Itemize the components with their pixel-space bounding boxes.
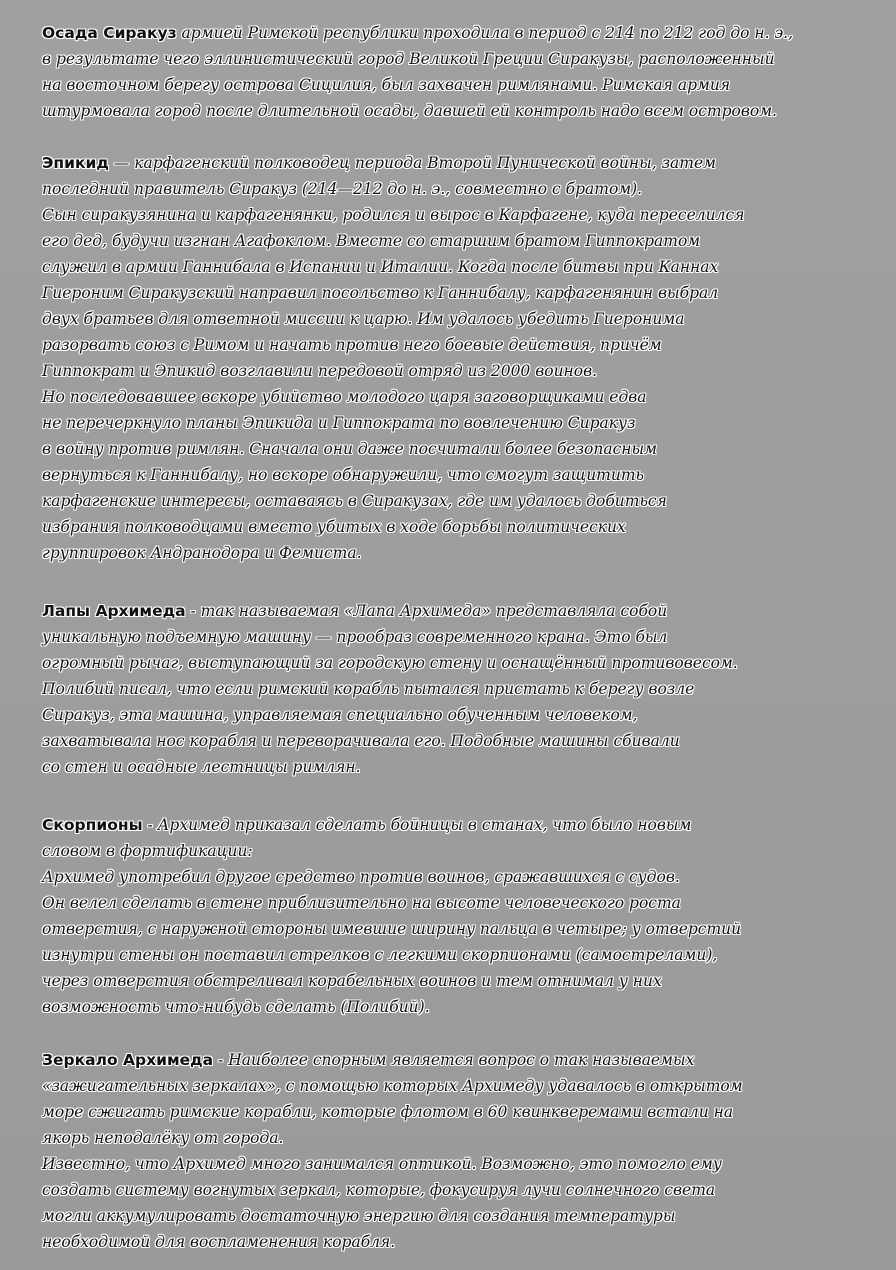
text-line: Но последовавшее вскоре убийство молодого царя заговорщиками едва [42,388,647,406]
text-line: в результате чего эллинистический город Великой Греции Сиракузы, расположенный [42,50,775,68]
text-line: Сиракуз, эта машина, управляемая специально обученным человеком, [42,706,638,724]
text-line: двух братьев для ответной миссии к царю. Им удалось убедить Гиеронима [42,310,685,328]
section-mirror-of-archimedes [42,1047,842,1255]
text-line: Архимед употребил другое средство против воинов, сражавшихся с судов. [42,868,680,886]
text-line: Полибий писал, что если римский корабль пытался пристать к берегу возле [42,680,695,698]
text-line: служил в армии Ганнибала в Испании и Италии. Когда после битвы при Каннах [42,258,719,276]
section-term: Эпикид [42,154,109,172]
text-line: через отверстия обстреливал корабельных воинов и тем отнимал у них [42,972,662,990]
text-line [42,1047,842,1073]
text-line: словом в фортификации: [42,842,253,860]
section-term: Зеркало Архимеда [42,1051,214,1069]
text-line: Сын сиракузянина и карфагенянки, родился и вырос в Карфагене, куда переселился [42,206,745,224]
text-line: группировок Андранодора и Фемиста. [42,544,362,562]
text-line: огромный рычаг, выступающий за городскую стену и оснащённый противовесом. [42,654,738,672]
text-line: Гиппократ и Эпикид возглавили передовой отряд из 2000 воинов. [42,362,598,380]
text-line: со стен и осадные лестницы римлян. [42,758,361,776]
section-scorpions [42,812,842,1020]
text-line: необходимой для воспламенения корабля. [42,1233,396,1251]
text-line [42,598,842,624]
text-line: Гиероним Сиракузский направил посольство к Ганнибалу, карфагенянин выбрал [42,284,719,302]
section-siege-of-syracuse [42,20,842,124]
text-line [42,20,842,46]
text-line: карфагенские интересы, оставаясь в Сиракузах, где им удалось добиться [42,492,667,510]
text-line: «зажигательных зеркалах», с помощью которых Архимеду удавалось в открытом [42,1077,743,1095]
text-line [42,150,842,176]
text-line: Известно, что Архимед много занимался оптикой. Возможно, это помогло ему [42,1155,722,1173]
text-line: отверстия, с наружной стороны имевшие ширину пальца в четыре; у отверстий [42,920,742,938]
text-line: его дед, будучи изгнан Агафоклом. Вместе со старшим братом Гиппократом [42,232,701,250]
text-line: уникальную подъемную машину — прообраз современного крана. Это был [42,628,668,646]
text-line: на восточном берегу острова Сицилия, был захвачен римлянами. Римская армия [42,76,731,94]
section-lead: — карфагенский полководец периода Второй Пунической войны, затем [108,154,717,172]
text-line: в войну против римлян. Сначала они даже посчитали более безопасным [42,440,657,458]
text-line: создать систему вогнутых зеркал, которые, фокусируя лучи солнечного света [42,1181,716,1199]
text-line: Он велел сделать в стене приблизительно на высоте человеческого роста [42,894,681,912]
section-term: Лапы Архимеда [42,602,186,620]
text-line: возможность что-нибудь сделать (Полибий). [42,998,430,1016]
section-lead: - Архимед приказал сделать бойницы в станах, что было новым [142,816,692,834]
text-line [42,812,842,838]
section-lead: - так называемая «Лапа Архимеда» представляла собой [185,602,668,620]
section-term: Осада Сиракуз [42,24,177,42]
text-line: могли аккумулировать достаточную энергию для создания температуры [42,1207,676,1225]
section-claw-of-archimedes [42,598,842,780]
text-line: разорвать союз с Римом и начать против него боевые действия, причём [42,336,662,354]
text-line: захватывала нос корабля и переворачивала его. Подобные машины сбивали [42,732,680,750]
section-lead: армией Римской республики проходила в период с 214 по 212 год до н. э., [176,24,794,42]
text-line: море сжигать римские корабли, которые флотом в 60 квинкверемами встали на [42,1103,734,1121]
text-line: избрания полководцами вместо убитых в ходе борьбы политических [42,518,626,536]
text-line: последний правитель Сиракуз (214—212 до н. э., совместно с братом). [42,180,643,198]
section-epicydes [42,150,842,566]
section-term: Скорпионы [42,816,143,834]
text-line: вернуться к Ганнибалу, но вскоре обнаружили, что смогут защитить [42,466,644,484]
text-line: штурмовала город после длительной осады, давшей ей контроль надо всем островом. [42,102,777,120]
text-line: не перечеркнуло планы Эпикида и Гиппократа по вовлечению Сиракуз [42,414,636,432]
section-lead: - Наиболее спорным является вопрос о так называемых [213,1051,695,1069]
text-line: изнутри стены он поставил стрелков с легкими скорпионами (самострелами), [42,946,718,964]
text-line: якорь неподалёку от города. [42,1129,284,1147]
